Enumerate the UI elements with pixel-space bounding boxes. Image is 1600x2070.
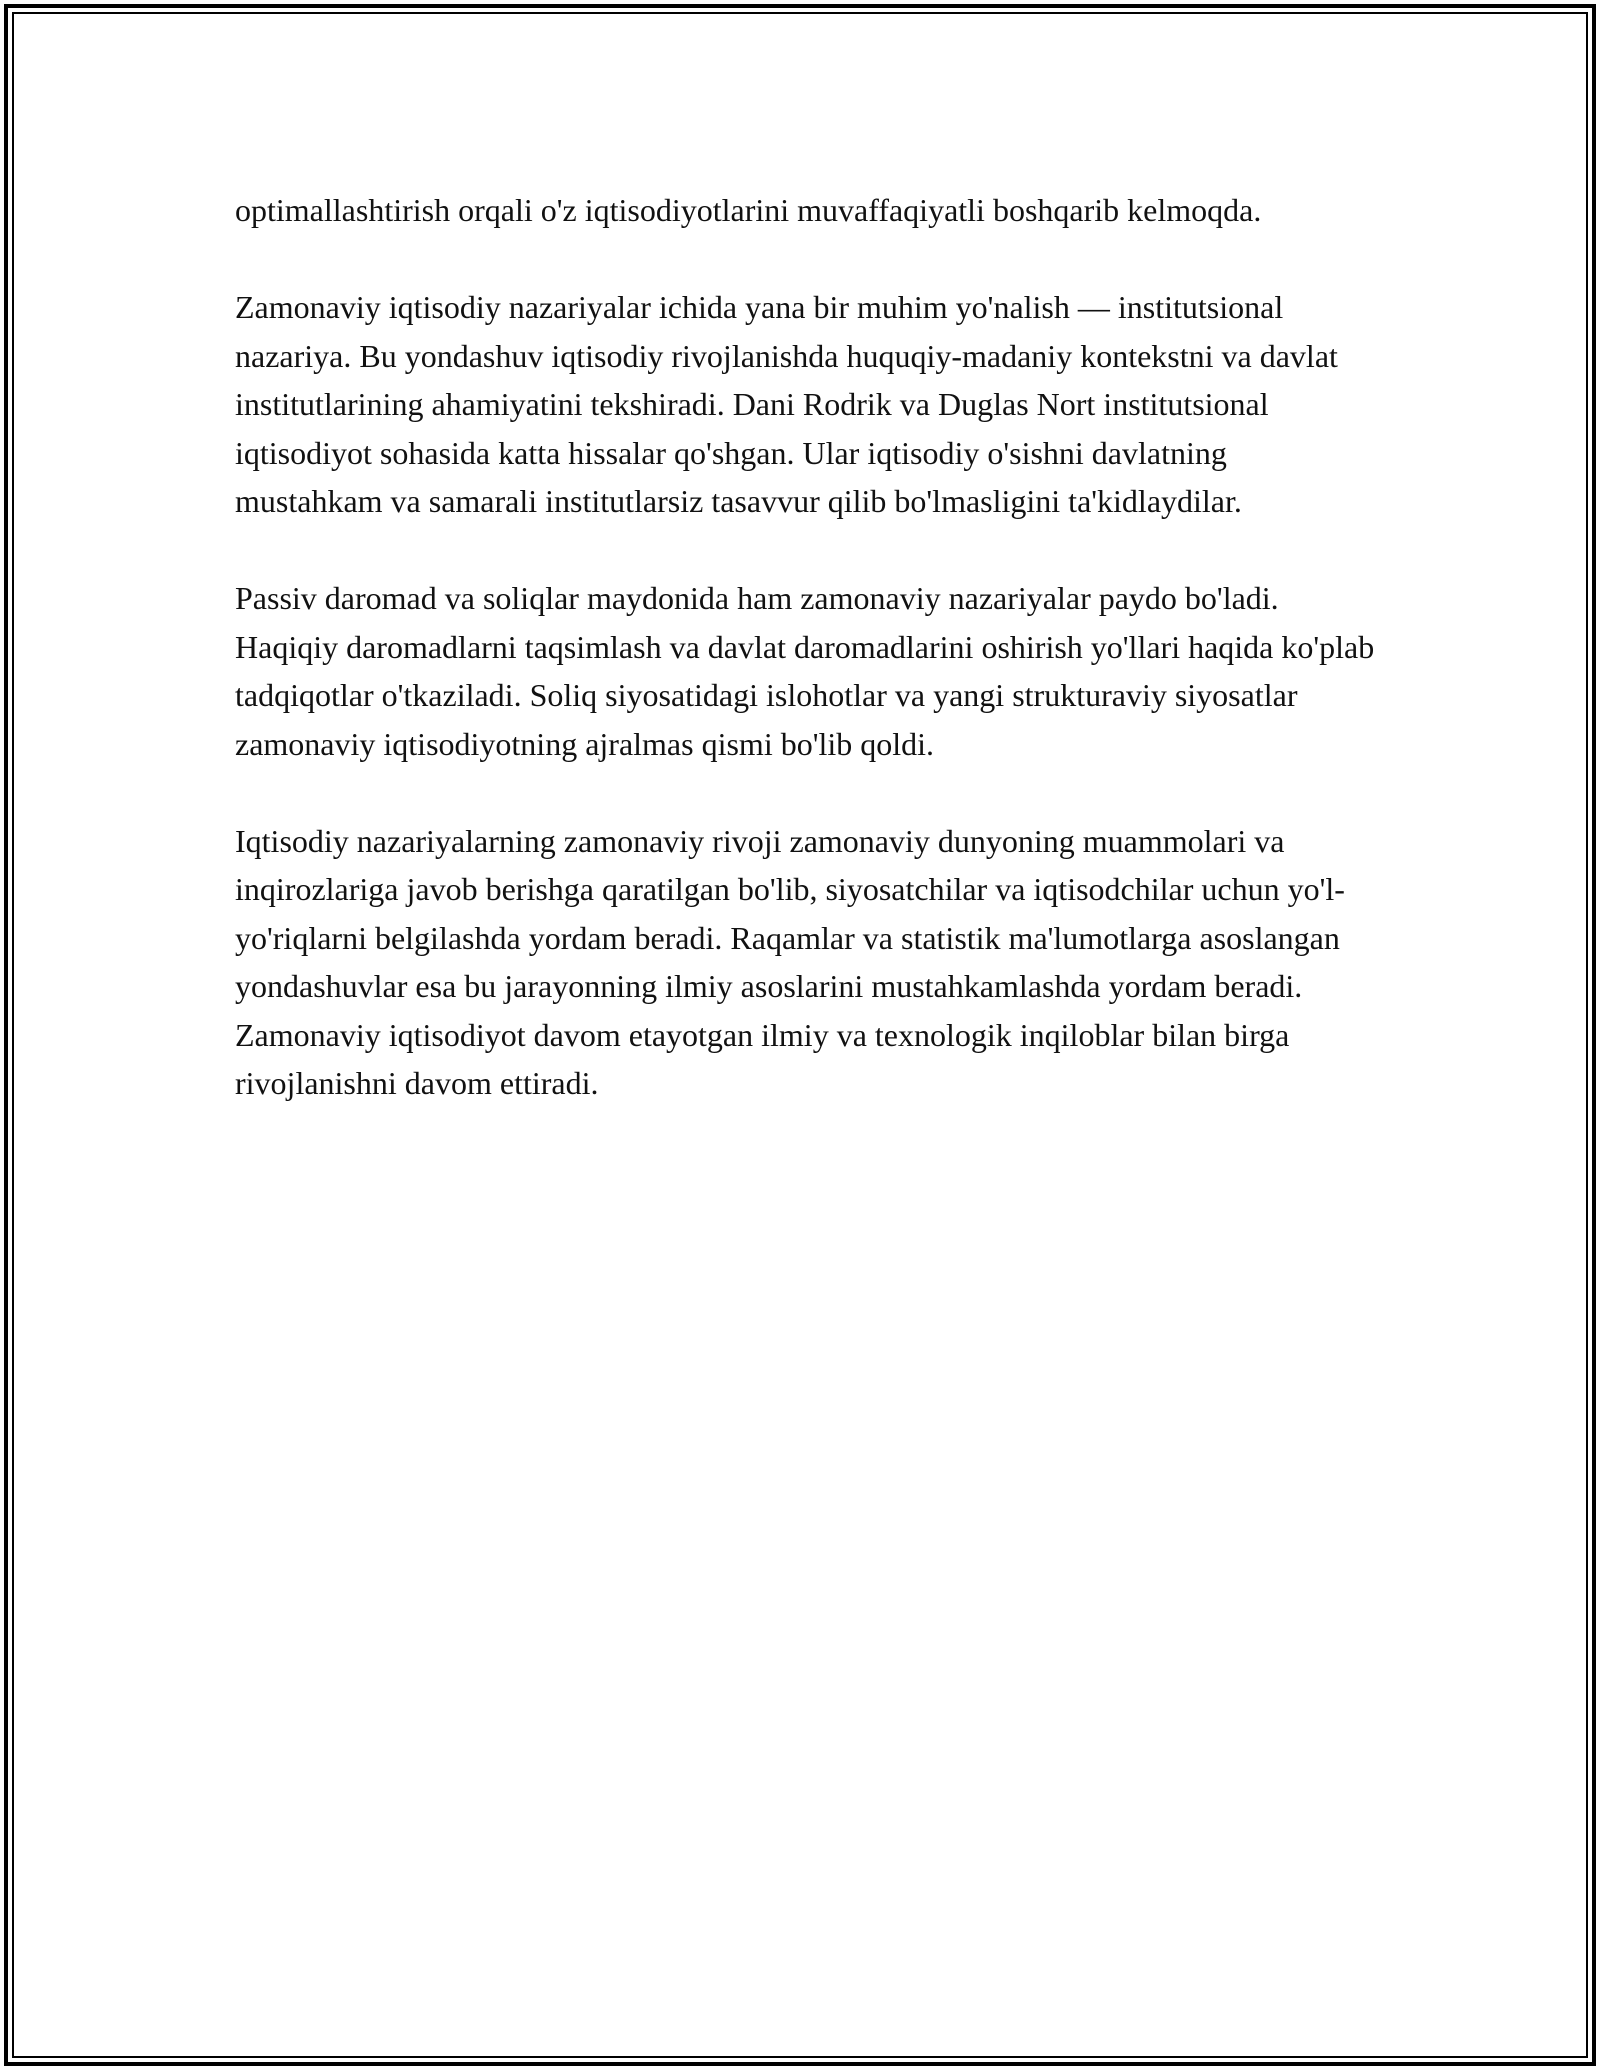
paragraph-2: Zamonaviy iqtisodiy nazariyalar ichida yana bir muhim yo'nalish — institutsional nazariya. Bu yondashuv iqtisodiy rivojlanishda huquqiy-madaniy kontekstni va davlat institutlarining ahamiyatini tekshiradi. Dani Rodrik va Duglas Nort institutsional iqtisodiyot sohasida katta hissalar qo'shgan. Ular iqtisodiy o'sishni davlatning mustahkam va samarali institutlarsiz tasavvur qilib bo'lmasligini ta'kidlaydilar. [235,289,1338,519]
paragraph-4: Iqtisodiy nazariyalarning zamonaviy rivoji zamonaviy dunyoning muammolari va inqirozlariga javob berishga qaratilgan bo'lib, siyosatchilar va iqtisodchilar uchun yo'l-yo'riqlarni belgilashda yordam beradi. Raqamlar va statistik ma'lumotlarga asoslangan yondashuvlar esa bu jarayonning ilmiy asoslarini mustahkamlashda yordam beradi. Zamonaviy iqtisodiyot davom etayotgan ilmiy va texnologik inqiloblar bilan birga rivojlanishni davom ettiradi. [235,822,1345,1101]
paragraph-3: Passiv daromad va soliqlar maydonida ham zamonaviy nazariyalar paydo bo'ladi. Haqiqiy daromadlarni taqsimlash va davlat daromadlarini oshirish yo'llari haqida ko'plab tadqiqotlar o'tkaziladi. Soliq siyosatidagi islohotlar va yangi strukturaviy siyosatlar zamonaviy iqtisodiyotning ajralmas qismi bo'lib qoldi. [235,580,1375,762]
paragraph-1: optimallashtirish orqali o'z iqtisodiyotlarini muvaffaqiyatli boshqarib kelmoqda. [235,192,1262,228]
document-body [235,186,1375,1156]
